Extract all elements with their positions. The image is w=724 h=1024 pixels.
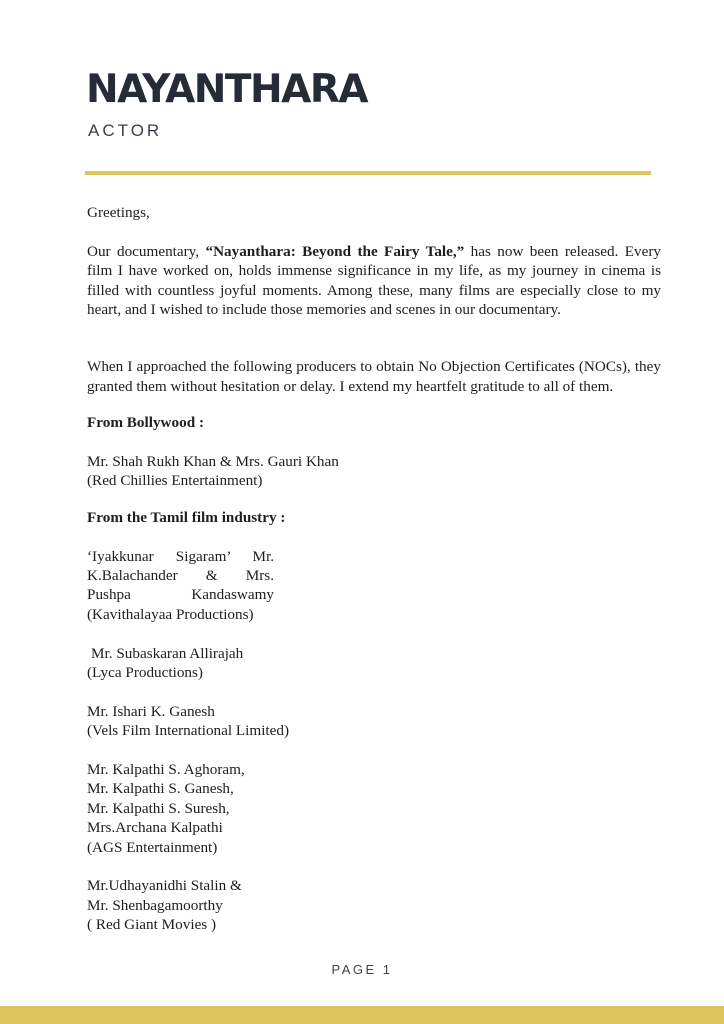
tamil-heading: From the Tamil film industry : [87,508,286,526]
subtitle-role: ACTOR [88,121,163,140]
redgiant-producer: Mr.Udhayanidhi Stalin & [87,877,242,895]
bollywood-heading: From Bollywood : [87,414,204,432]
ags-producer: Mrs.Archana Kalpathi [87,819,223,837]
vels-company: (Vels Film International Limited) [87,722,290,740]
bollywood-producer: Mr. Shah Rukh Khan & Mrs. Gauri Khan [87,453,339,471]
lyca-company: (Lyca Productions) [87,664,203,682]
page-number: PAGE 1 [331,962,393,977]
ags-producer: Mr. Kalpathi S. Ganesh, [87,780,234,798]
vels-producer: Mr. Ishari K. Ganesh [87,702,215,720]
documentary-title: “Nayanthara: Beyond the Fairy Tale,” [205,242,465,260]
page-title: NAYANTHARA [86,67,368,112]
ags-company: (AGS Entertainment) [87,838,218,856]
intro-prefix: Our documentary, [87,242,206,260]
kavithalayaa-line: K.Balachander & Mrs. [87,567,274,585]
gratitude-paragraph: When I approached the following producers to obtain No Objection Certificates (NOCs), they granted them without hesitation or delay. I extend my heartfelt gratitude to all of them. [87,358,661,395]
intro-rest: has now been released. Every film I have worked on, holds immense significance in my life, as my journey in cinema is filled with countless joyful moments. Among these, many films are especially close to my heart, and I wished to include those memories and scenes in our documentary. [87,242,662,319]
letter-body [87,203,661,935]
intro-paragraph [87,242,661,320]
kavithalayaa-line: ‘Iyakkunar Sigaram’ Mr. [87,547,274,565]
kavithalayaa-company: (Kavithalayaa Productions) [87,605,254,623]
header-divider [85,171,651,175]
bollywood-company: (Red Chillies Entertainment) [87,472,263,490]
ags-producer: Mr. Kalpathi S. Aghoram, [87,761,245,779]
kavithalayaa-line: Pushpa Kandaswamy [87,586,274,604]
ags-producer: Mr. Kalpathi S. Suresh, [87,799,230,817]
footer-bar [0,1006,724,1024]
redgiant-company: ( Red Giant Movies ) [87,916,217,934]
redgiant-producer: Mr. Shenbagamoorthy [87,896,223,914]
kavithalayaa-entry [87,547,274,625]
greeting: Greetings, [87,204,150,221]
lyca-producer: Mr. Subaskaran Allirajah [91,644,244,662]
